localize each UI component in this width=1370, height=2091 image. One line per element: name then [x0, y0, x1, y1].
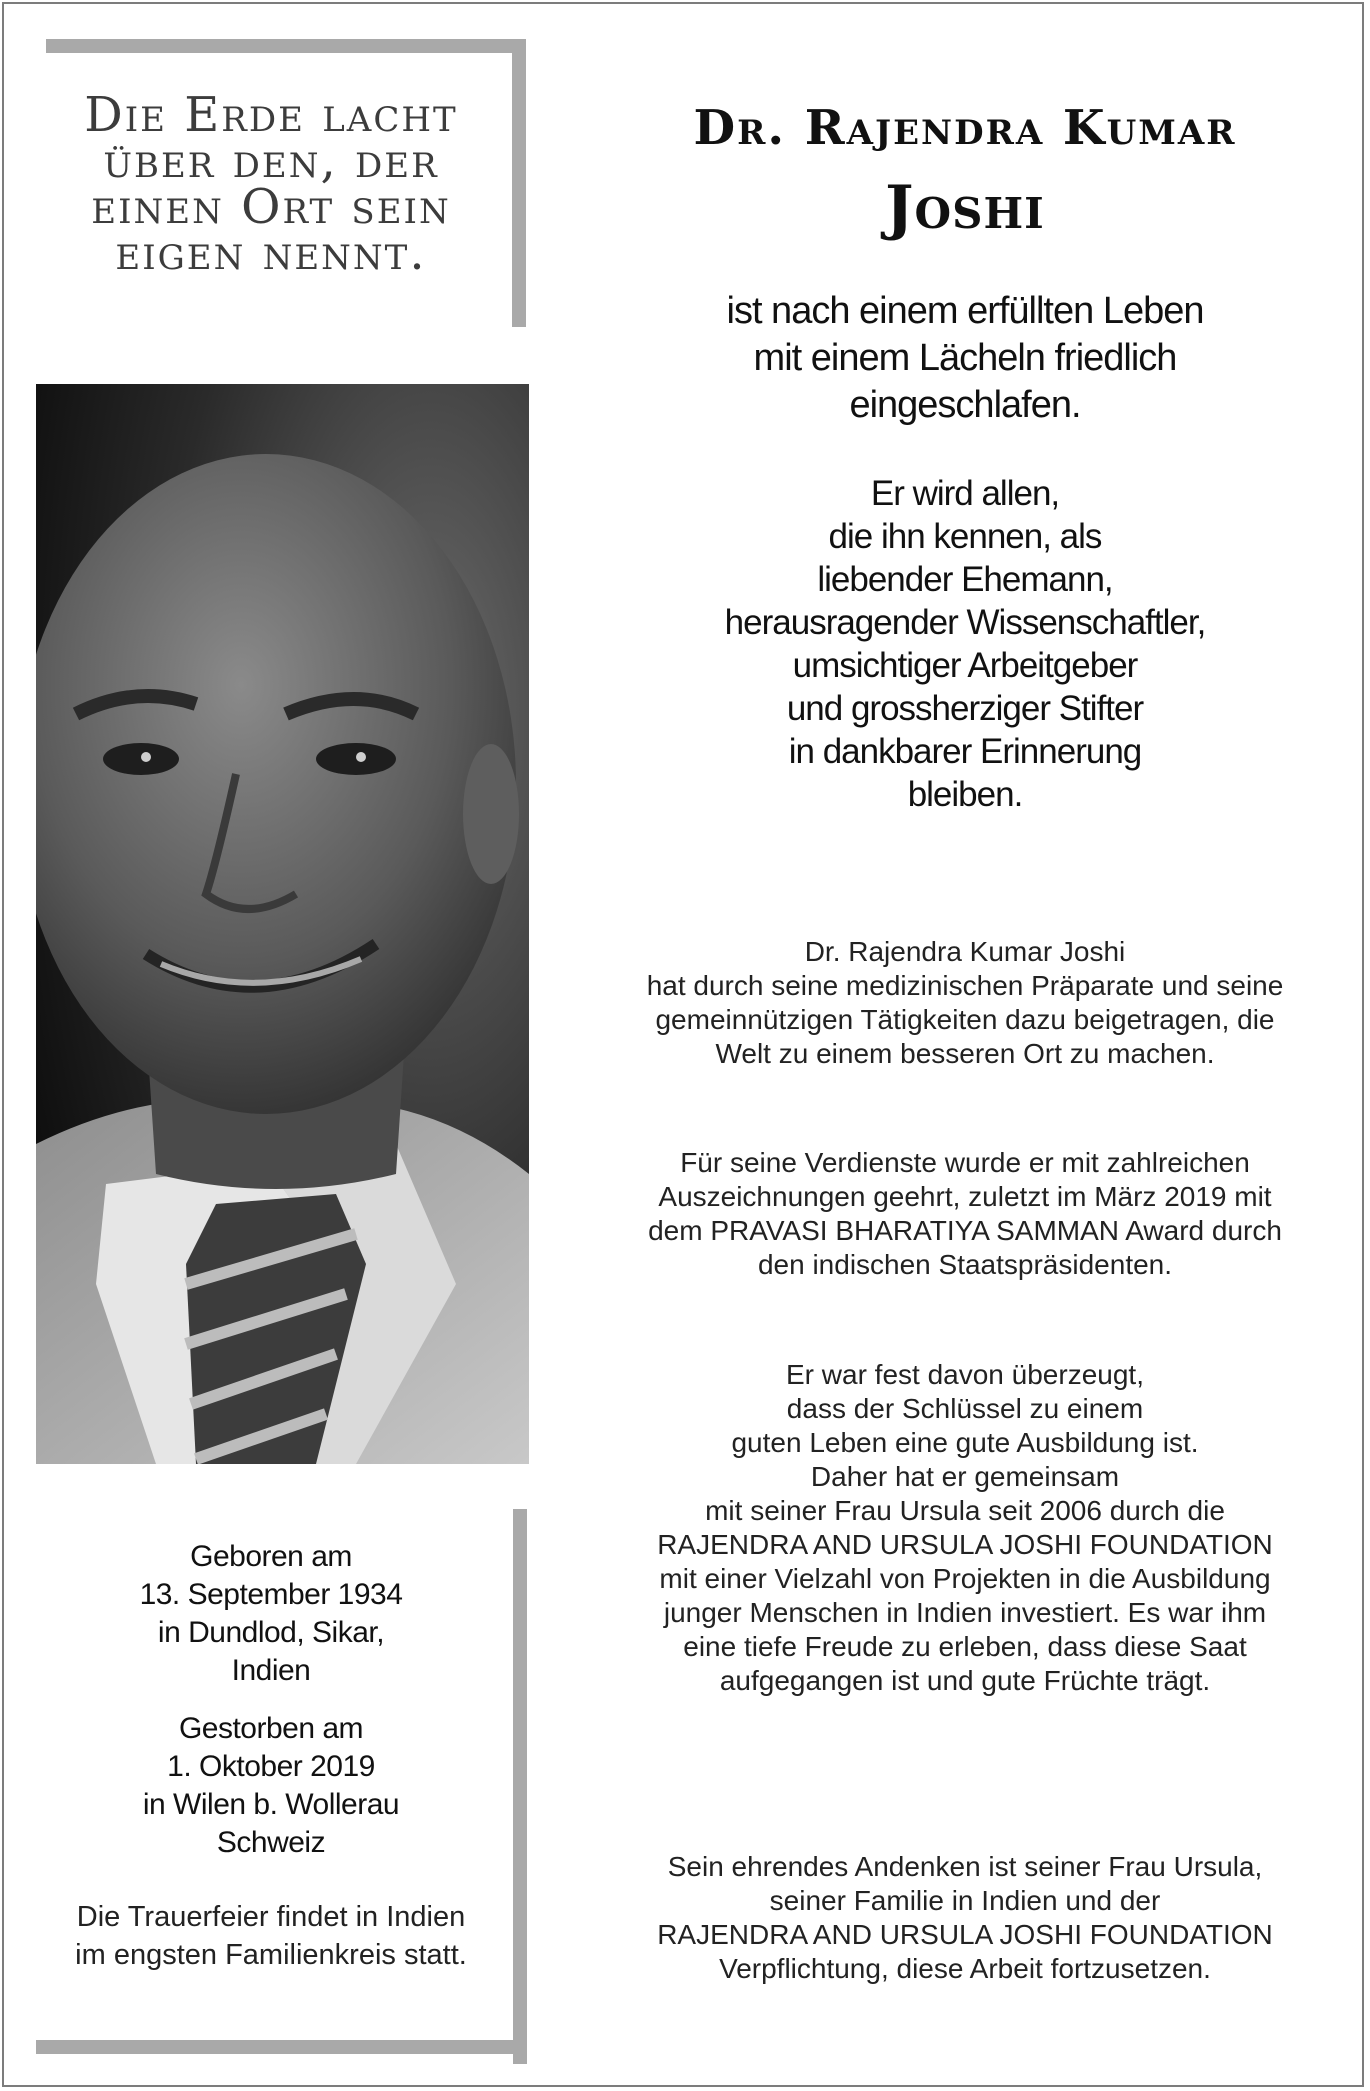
bracket-bottom-horizontal — [36, 2040, 527, 2054]
paragraph-line: Für seine Verdienste wurde er mit zahlreichen — [680, 1147, 1250, 1178]
bracket-top-vertical — [512, 39, 526, 327]
birth-info — [36, 1538, 506, 1690]
death-place: in Wilen b. Wollerau — [142, 1788, 400, 1821]
bracket-top-horizontal — [46, 39, 526, 53]
deceased-surname: Joshi — [885, 173, 1045, 243]
death-info — [36, 1710, 506, 1862]
paragraph-line: Sein ehrendes Andenken ist seiner Frau Ursula, — [667, 1851, 1263, 1882]
tribute-line: in dankbarer Erinnerung — [788, 732, 1142, 771]
funeral-note — [36, 1898, 506, 1974]
death-label: Gestorben am — [178, 1712, 364, 1745]
motto-line: Die Erde lacht — [84, 87, 458, 143]
paragraph-line: Verpflichtung, diese Arbeit fortzusetzen. — [719, 1953, 1211, 1984]
death-country: Schweiz — [216, 1826, 326, 1859]
paragraph-line: Er war fest davon überzeugt, — [786, 1359, 1144, 1390]
paragraph-line: Auszeichnungen geehrt, zuletzt im März 2019 mit — [658, 1181, 1272, 1212]
paragraph-foundation — [585, 1358, 1345, 1698]
paragraph-line: junger Menschen in Indien investiert. Es war ihm — [663, 1597, 1267, 1628]
paragraph-line: seiner Familie in Indien und der — [769, 1885, 1161, 1916]
birth-country: Indien — [231, 1654, 311, 1687]
tribute-line: die ihn kennen, als — [828, 517, 1102, 556]
birth-place: in Dundlod, Sikar, — [157, 1616, 385, 1649]
tribute-line: und grossherziger Stifter — [786, 689, 1144, 728]
paragraph-line: guten Leben eine gute Ausbildung ist. — [731, 1427, 1199, 1458]
portrait-photo-icon — [36, 384, 529, 1464]
paragraph-line: den indischen Staatspräsidenten. — [757, 1249, 1173, 1280]
motto-quote — [36, 87, 506, 281]
life-dates — [36, 1538, 506, 1974]
lead-line: eingeschlafen. — [849, 384, 1081, 426]
paragraph-line: dass der Schlüssel zu einem — [786, 1393, 1144, 1424]
bracket-bottom-vertical — [513, 1509, 527, 2064]
paragraph-line: mit einer Vielzahl von Projekten in die Ausbildung — [659, 1563, 1271, 1594]
tribute-line: herausragender Wissenschaftler, — [724, 603, 1206, 642]
paragraph-line: RAJENDRA AND URSULA JOSHI FOUNDATION — [657, 1529, 1273, 1560]
death-date: 1. Oktober 2019 — [167, 1750, 375, 1783]
paragraph-line: gemeinnützigen Tätigkeiten dazu beigetragen, die — [655, 1004, 1275, 1035]
paragraph-line: Welt zu einem besseren Ort zu machen. — [715, 1038, 1215, 1069]
motto-line: über den, der — [103, 133, 439, 189]
paragraph-line: dem PRAVASI BHARATIYA SAMMAN Award durch — [648, 1215, 1282, 1246]
lead-statement — [585, 288, 1345, 429]
paragraph-contribution — [585, 935, 1345, 1071]
funeral-note-line: im engsten Familienkreis statt. — [75, 1939, 467, 1971]
paragraph-line: Daher hat er gemeinsam — [810, 1461, 1120, 1492]
motto-line: einen Ort sein — [91, 179, 451, 235]
tribute-line: Er wird allen, — [870, 474, 1060, 513]
lead-line: mit einem Lächeln friedlich — [753, 337, 1177, 379]
paragraph-awards — [585, 1146, 1345, 1282]
deceased-name: Dr. Rajendra Kumar — [693, 100, 1237, 156]
tribute-text — [585, 472, 1345, 816]
tribute-line: liebender Ehemann, — [817, 560, 1113, 599]
paragraph-line: mit seiner Frau Ursula seit 2006 durch die — [705, 1495, 1225, 1526]
tribute-line: umsichtiger Arbeitgeber — [792, 646, 1138, 685]
paragraph-line: RAJENDRA AND URSULA JOSHI FOUNDATION — [657, 1919, 1273, 1950]
funeral-note-line: Die Trauerfeier findet in Indien — [76, 1901, 466, 1933]
paragraph-line: aufgegangen ist und gute Früchte trägt. — [719, 1665, 1211, 1696]
paragraph-line: eine tiefe Freude zu erleben, dass diese Saat — [683, 1631, 1247, 1662]
paragraph-line: Dr. Rajendra Kumar Joshi — [804, 936, 1126, 967]
lead-line: ist nach einem erfüllten Leben — [726, 290, 1204, 332]
motto-line: eigen nennt. — [115, 225, 427, 281]
paragraph-line: hat durch seine medizinischen Präparate und seine — [646, 970, 1284, 1001]
birth-label: Geboren am — [190, 1540, 352, 1573]
birth-date: 13. September 1934 — [139, 1578, 403, 1611]
paragraph-legacy — [585, 1850, 1345, 1986]
portrait-photo — [36, 384, 529, 1464]
tribute-line: bleiben. — [907, 775, 1023, 814]
